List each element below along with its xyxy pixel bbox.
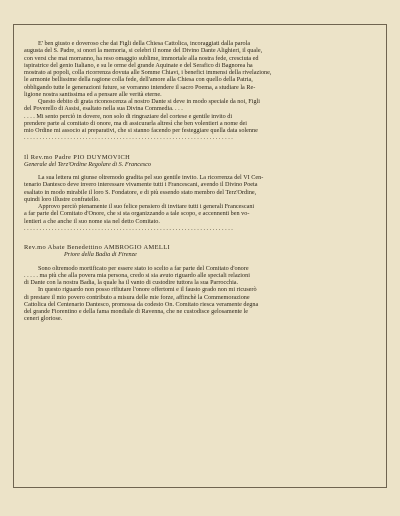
section-opening-letter — [24, 40, 378, 142]
section-duymovich — [24, 154, 378, 233]
section-amelli — [24, 244, 378, 323]
section-subheading: Priore della Badia di Firenze — [64, 251, 137, 259]
paragraph-line: del grande Fiorentino e della fama mondiale di Ravenna, che ne custodisce gelosamente le — [24, 308, 249, 315]
paragraph-line: ispiratrice del genio Italiano, e su le orme del grande Aquinate e del Serafico di Bagnorea ha — [24, 61, 253, 69]
paragraph-line: prendere parte al comitato di onore, ma di assicurarla altresì che ben volentieri a nome dei — [24, 119, 248, 127]
paragraph-line: le armonie bellissime della ragione colla fede, dell'amore alla Chiesa con quello della Patria, — [24, 76, 253, 84]
paragraph-line: quindi loro illustre confratello. — [24, 195, 100, 203]
section-subheading: Generale del Terz'Ordine Regolare di S. Francesco — [24, 160, 151, 168]
paragraph-line: mostrato ai popoli, colla ricorrenza dovuta alle Somme Chiavi, i benefici immensi della rivelazione, — [24, 69, 272, 76]
ellipsis-line: . . . . . . . . . . . . . . . . . . . . . . . . . . . . . . . . . . . . . . . . . . . . . . . . . . . . . . . . . . . . . . . . . . . . — [24, 224, 233, 232]
paragraph-line: di Dante con la nostra Badia, la quale ha il vanto di custodire tuttora la sua Parrocchia. — [24, 279, 239, 286]
paragraph-line: di prestare il mio povero contributo a misura delle mie forze, affinchè la Commemorazione — [24, 293, 250, 301]
section-heading: Rev.mo Abate Benedettino AMBROGIO AMELLI — [24, 244, 171, 251]
paragraph-line: del Poverello di Assisi, esaltato nella sua Divina Commedia. . . . — [24, 105, 183, 113]
paragraph-line: Questo debito di grata riconoscenza al nostro Dante si deve in modo speciale da noi, Figli — [38, 98, 261, 105]
paragraph-line: Approvo perciò pienamente il suo felice pensiero di invitare tutti i generali Francescani — [38, 203, 255, 210]
paragraph-line: tenario Dantesco deve invero interessare vivamente tutti i Francescani, avendo il Divino Poeta — [24, 181, 258, 189]
paragraph-line: esaltato in modo mirabile il loro S. Fondatore, e di più essendo stato membro del Terz'Ordine, — [24, 188, 257, 196]
paragraph-line: lentieri a che anche il suo nome sia nel detto Comitato. — [24, 217, 160, 225]
section-heading: Il Rev.mo Padre PIO DUYMOVICH — [24, 153, 131, 161]
paragraph-line: ligione nostra santissima ed a pensare alle verità eterne. — [24, 90, 162, 98]
paragraph-line: con versi che mai morranno, ha reso omaggio sublime, immortale alla nostra fede, cresciuta ed — [24, 54, 259, 62]
ellipsis-line: . . . . . . . . . . . . . . . . . . . . . . . . . . . . . . . . . . . . . . . . . . . . . . . . . . . . . . . . . . . . . . . . . . . . — [24, 134, 233, 142]
paragraph-line: La sua lettera mi giunse oltremodo gradita pel suo gentile invito. La ricorrenza del VI Cen- — [38, 174, 264, 181]
paragraph-line: Sono oltremodo mortificato per essere stato io scelto a far parte del Comitato d'onore — [38, 264, 249, 272]
paragraph-line: . . . . . ma più che alla povera mia persona, credo si sia avuto riguardo alle speciali relazioni — [24, 271, 250, 279]
letter-body — [24, 40, 378, 323]
paragraph-line: E' ben giusto e doveroso che dai Figli della Chiesa Cattolica, incoraggiati dalla parola — [38, 40, 251, 47]
paragraph-line: mio Ordine mi associo ai preparativi, che si stanno facendo per festeggiare quella data solenne — [24, 127, 258, 134]
paragraph-line: augusta del S. Padre, si onori la memoria, si celebri il nome del Divino Dante Alighieri, il quale, — [24, 47, 263, 55]
paragraph-line: ceneri gloriose. — [24, 315, 63, 323]
paragraph-line: In questo riguardo non posso rifiutare l'onore offertomi e il fausto grado non mi ricuserò — [38, 286, 257, 294]
paragraph-line: Cattolica del Centenario Dantesco, promossa da codesto On. Comitato riesca veramente degna — [24, 300, 259, 308]
paragraph-line: a far parte del Comitato d'Onore, che si sta organizzando a tale scopo, e accennenti ben vo- — [24, 210, 250, 218]
paragraph-line: . . . . Mi sento perciò in dovere, non solo di ringraziare del cortese e gentile invito di — [24, 112, 233, 120]
paragraph-line: obbligando tutte le generazioni future, se vorranno intendere il sacro Poema, a studiare la Re- — [24, 83, 256, 91]
